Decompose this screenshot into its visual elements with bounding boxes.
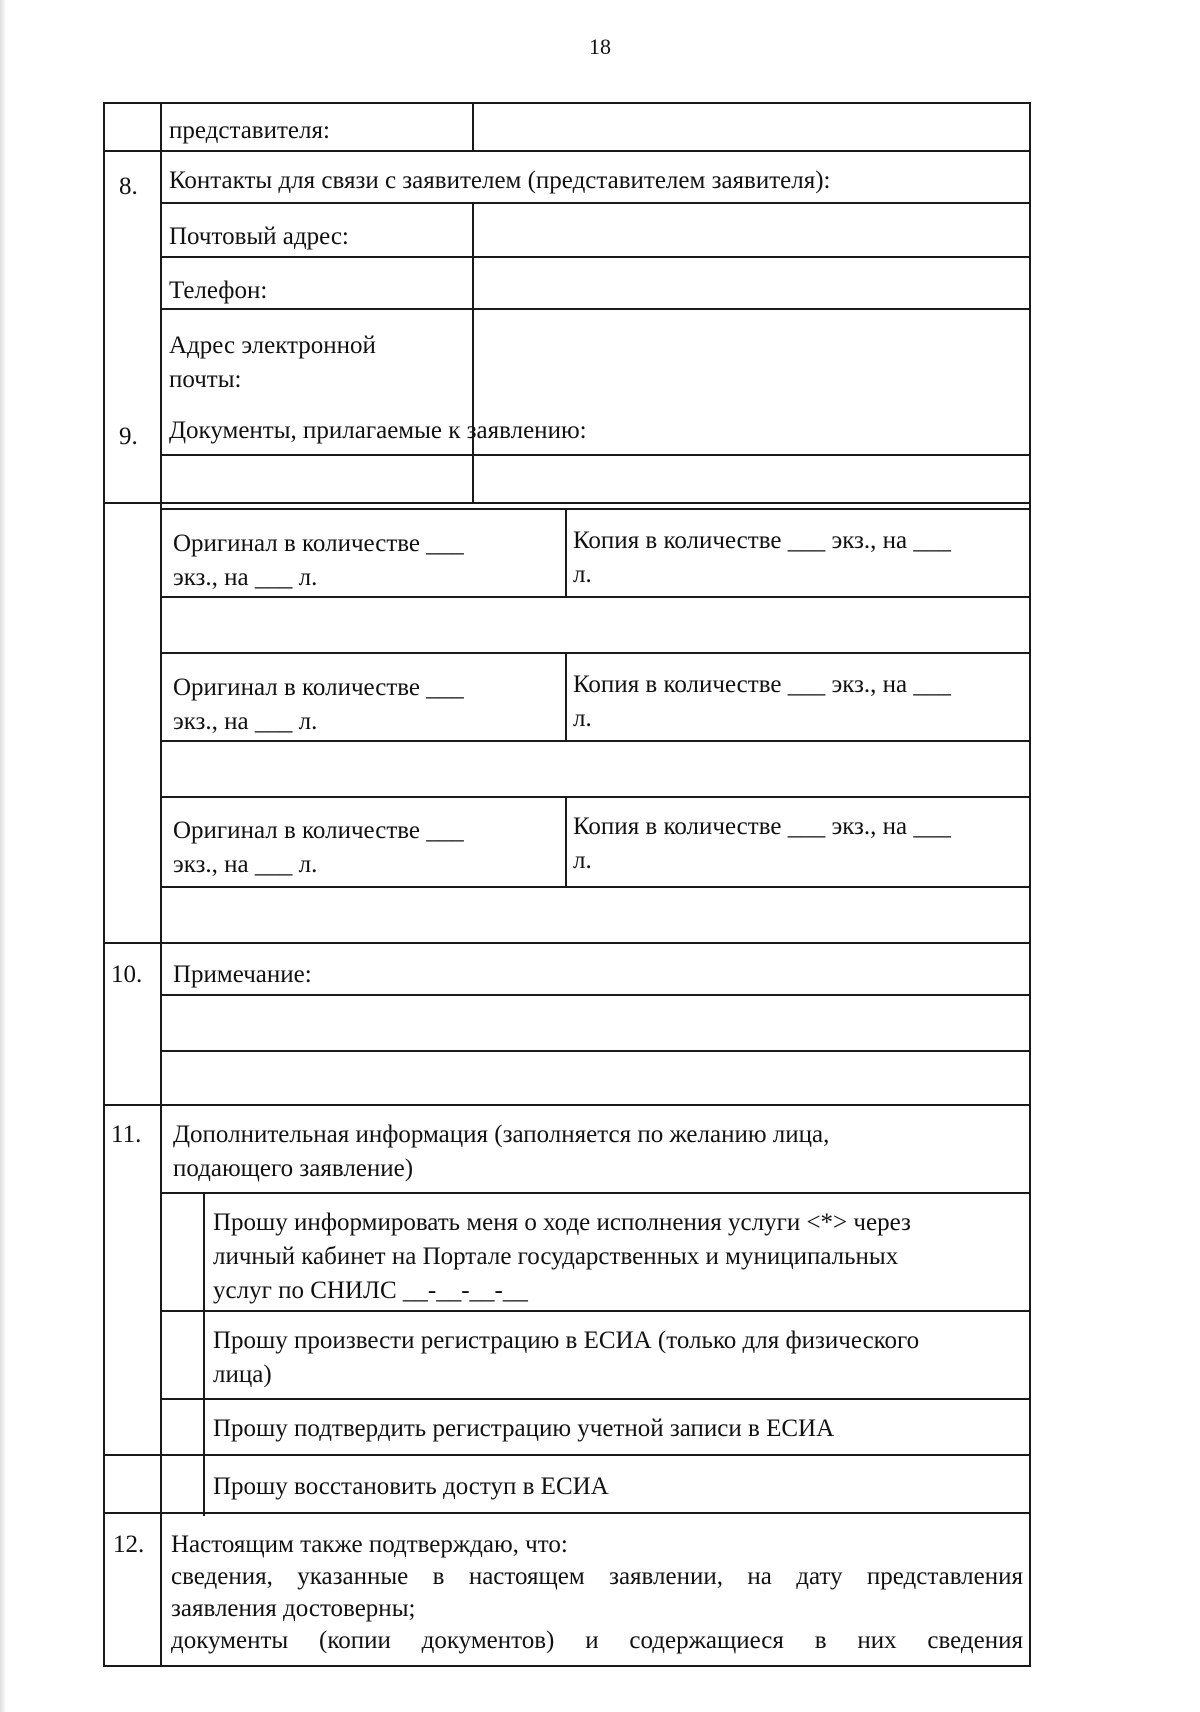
r8-title: Контакты для связи с заявителем (представителем заявителя): — [169, 167, 831, 194]
r7-value-divider — [472, 102, 474, 152]
r8-postal-address-value[interactable] — [474, 204, 1029, 256]
r9-doc-2-original-line1: Оригинал в количестве ___ — [173, 674, 464, 701]
r9-doc-1-original-line2: экз., на ___ л. — [173, 564, 318, 591]
r12-line1: Настоящим также подтверждаю, что: — [171, 1531, 568, 1558]
table-bottom-border — [103, 1665, 1031, 1667]
r9-doc-1-copy-line1: Копия в количестве ___ экз., на ___ — [573, 527, 951, 554]
r8-email-label-line1: Адрес электронной — [169, 332, 376, 359]
r9-doc-3-copy-line1: Копия в количестве ___ экз., на ___ — [573, 813, 951, 840]
r11-option-1-line2: личный кабинет на Портале государственных и муниципальных — [213, 1243, 899, 1270]
r11-title-line2: подающего заявление) — [173, 1155, 414, 1182]
r9-doc-2-divider — [565, 652, 567, 740]
r11-option-3-line1: Прошу подтвердить регистрацию учетной записи в ЕСИА — [213, 1415, 835, 1442]
r9-doc-3-copy-line2: л. — [573, 847, 592, 874]
r11-title-bottom-border — [160, 1192, 1031, 1194]
r9-blank-3-bottom-border — [160, 796, 1031, 798]
r8-number: 8. — [119, 173, 138, 200]
r8-email-value[interactable] — [474, 310, 1029, 502]
r9-doc-1-divider — [565, 508, 567, 596]
r11-option-1-checkbox[interactable] — [162, 1194, 203, 1310]
r9-doc-2-copy-line1: Копия в количестве ___ экз., на ___ — [573, 671, 951, 698]
r11-option-3-bottom-border — [103, 1454, 1031, 1456]
r10-number: 10. — [111, 961, 143, 988]
r8-bottom-border — [103, 502, 1031, 504]
r11-option-3-checkbox[interactable] — [162, 1400, 203, 1454]
page-number: 18 — [589, 34, 611, 59]
r9-doc-3-original-line1: Оригинал в количестве ___ — [173, 817, 464, 844]
r11-option-1-line1: Прошу информировать меня о ходе исполнения услуги <*> через — [213, 1209, 911, 1236]
r8-phone-value[interactable] — [474, 258, 1029, 308]
r8-email-label-line2: почты: — [169, 366, 242, 393]
r7-representative-label: представителя: — [169, 117, 330, 144]
table-left-border — [103, 102, 105, 1667]
r11-option-2-checkbox[interactable] — [162, 1312, 203, 1398]
r9-doc-3-original-line2: экз., на ___ л. — [173, 851, 318, 878]
table-top-border — [103, 102, 1031, 104]
table-right-border — [1029, 102, 1031, 1667]
application-form-table — [103, 102, 1031, 1667]
r11-number: 11. — [111, 1121, 142, 1148]
r9-bottom-border — [103, 942, 1031, 944]
r8-postal-address-label: Почтовый адрес: — [169, 223, 349, 250]
r7-bottom-border — [103, 150, 1031, 152]
r12-line2: сведения, указанные в настоящем заявлении, на дату представления — [171, 1563, 1023, 1590]
r10-title-bottom-border — [160, 994, 1031, 996]
r9-doc-3-bottom-border — [160, 886, 1031, 888]
r9-doc-1-original-line1: Оригинал в количестве ___ — [173, 530, 464, 557]
r9-title: Документы, прилагаемые к заявлению: — [169, 417, 587, 444]
r8-phone-label: Телефон: — [169, 277, 268, 304]
r11-bottom-border — [103, 1512, 1031, 1514]
r9-doc-2-original-line2: экз., на ___ л. — [173, 708, 318, 735]
r11-option-2-line1: Прошу произвести регистрацию в ЕСИА (только для физического — [213, 1327, 920, 1354]
r9-blank-1-bottom-border — [160, 508, 1031, 510]
r9-doc-1-copy-line2: л. — [573, 561, 592, 588]
r9-blank-2-bottom-border — [160, 652, 1031, 654]
r12-number: 12. — [113, 1531, 145, 1558]
r11-option-1-line3: услуг по СНИЛС __-__-__-__ — [213, 1277, 528, 1304]
scan-edge-shadow — [0, 0, 6, 1712]
r12-line3: заявления достоверны; — [171, 1595, 416, 1622]
r11-option-2-line2: лица) — [213, 1361, 272, 1388]
r9-doc-3-divider — [565, 796, 567, 886]
r9-doc-2-copy-line2: л. — [573, 705, 592, 732]
r11-option-1-bottom-border — [160, 1310, 1031, 1312]
r10-title: Примечание: — [173, 961, 312, 988]
r9-title-bottom-border — [160, 454, 1031, 456]
r10-bottom-border — [103, 1104, 1031, 1106]
r11-option-4-line1: Прошу восстановить доступ в ЕСИА — [213, 1473, 609, 1500]
r9-doc-2-bottom-border — [160, 740, 1031, 742]
r10-blank-1-bottom-border — [160, 1050, 1031, 1052]
r11-checkbox-column-divider — [203, 1192, 205, 1516]
r9-doc-1-bottom-border — [160, 596, 1031, 598]
r11-title-line1: Дополнительная информация (заполняется по желанию лица, — [173, 1121, 830, 1148]
r12-line4: документы (копии документов) и содержащиеся в них сведения — [171, 1627, 1023, 1654]
r11-option-2-bottom-border — [160, 1398, 1031, 1400]
r9-number: 9. — [119, 423, 138, 450]
r11-option-4-checkbox[interactable] — [162, 1456, 203, 1512]
